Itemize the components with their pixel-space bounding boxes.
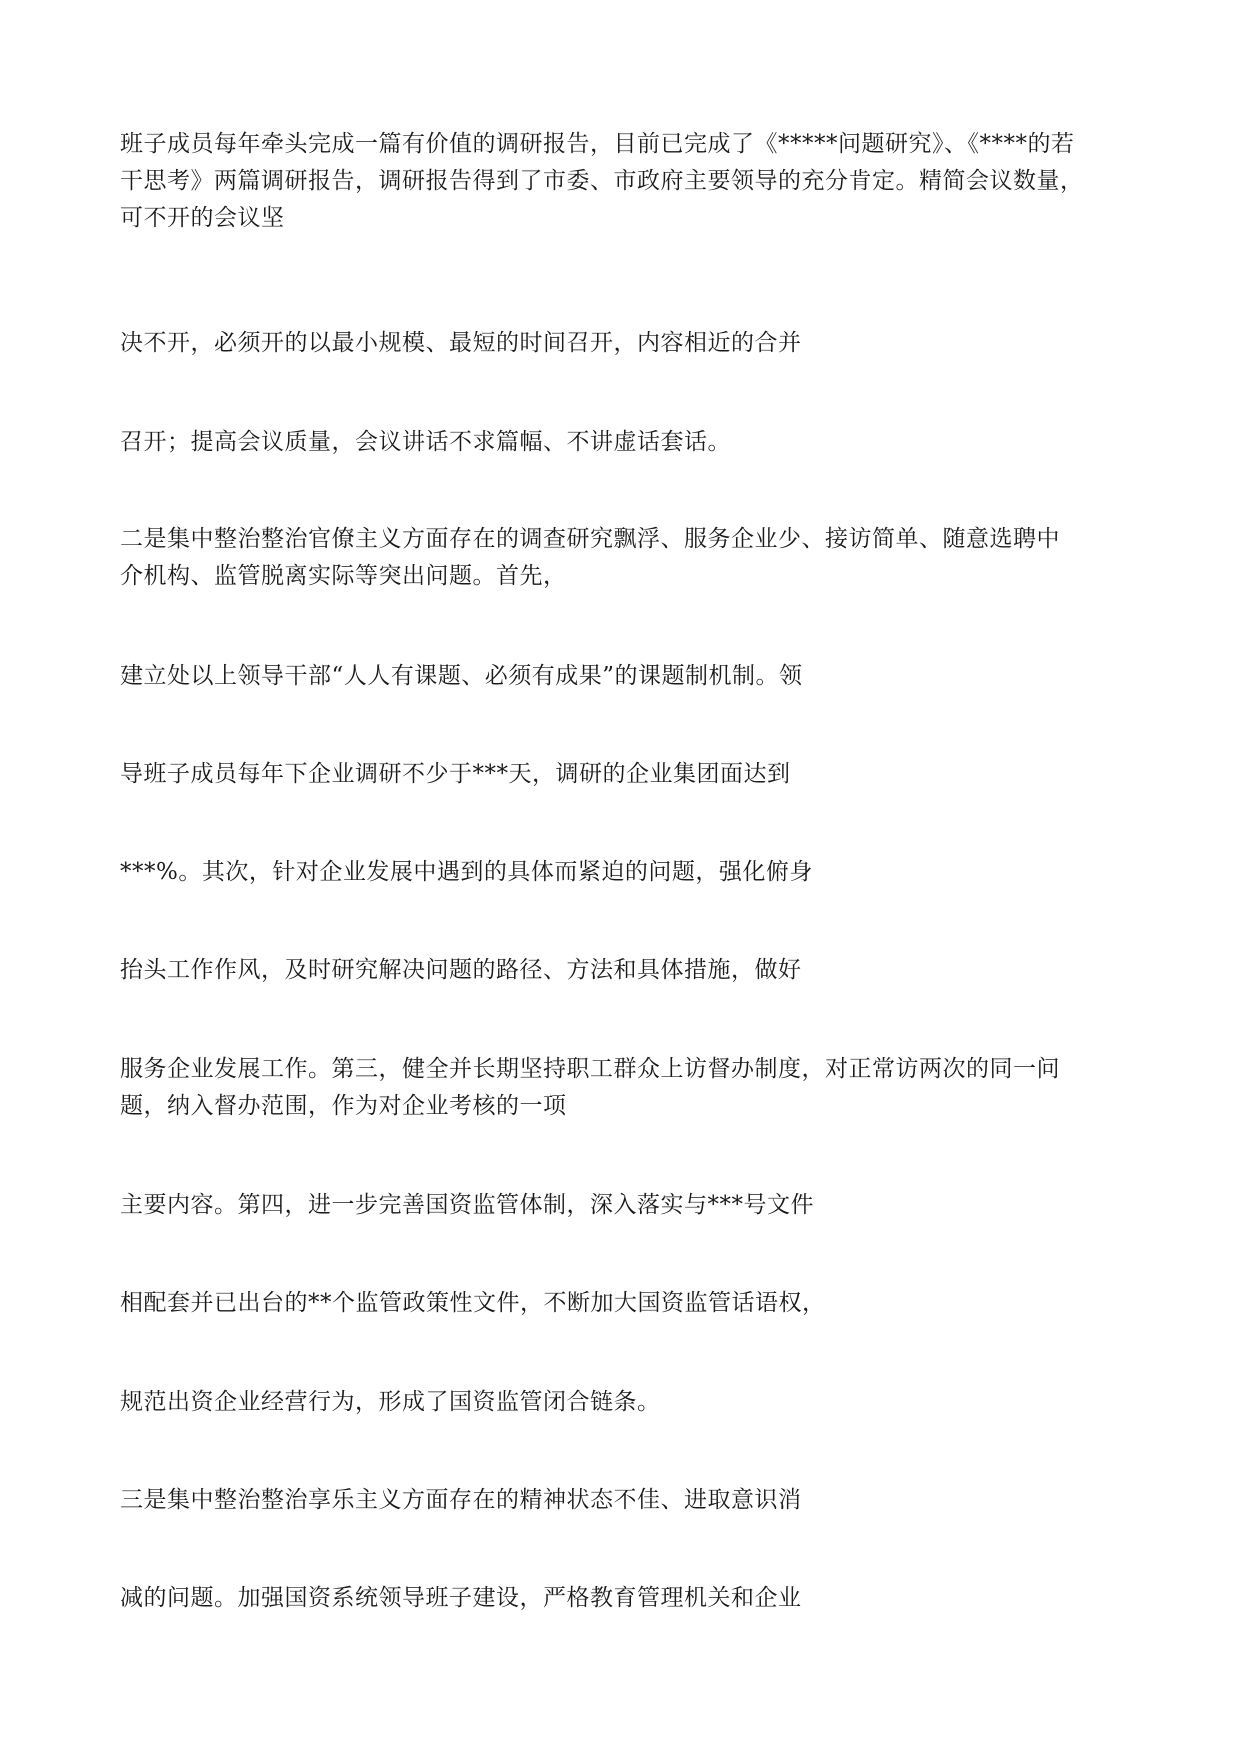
paragraph-14: [120, 1580, 1130, 1617]
paragraph-11: [120, 1285, 1130, 1322]
paragraph-12: [120, 1384, 1130, 1421]
paragraph-6: [120, 756, 1130, 793]
paragraph-13: [120, 1482, 1130, 1519]
text-line: 二是集中整治整治官僚主义方面存在的调查研究飘浮、服务企业少、接访简单、随意选聘中: [120, 526, 1060, 552]
text-line: 抬头工作作风，及时研究解决问题的路径、方法和具体措施，做好: [120, 957, 802, 983]
text-line: 相配套并已出台的**个监管政策性文件，不断加大国资监管话语权，: [120, 1290, 826, 1316]
paragraph-1: [120, 126, 1130, 237]
text-line: 介机构、监管脱离实际等突出问题。首先，: [120, 563, 567, 589]
text-line: ***%。其次，针对企业发展中遇到的具体而紧迫的问题，强化俯身: [120, 859, 813, 885]
text-line: 可不开的会议坚: [120, 205, 285, 231]
paragraph-8: [120, 952, 1130, 989]
text-line: 规范出资企业经营行为，形成了国资监管闭合链条。: [120, 1389, 661, 1415]
text-line: 服务企业发展工作。第三，健全并长期坚持职工群众上访督办制度，对正常访两次的同一问: [120, 1056, 1060, 1082]
paragraph-9: [120, 1051, 1130, 1125]
paragraph-5: [120, 658, 1130, 695]
text-line: 建立处以上领导干部“人人有课题、必须有成果”的课题制机制。领: [120, 663, 803, 689]
text-line: 召开；提高会议质量，会议讲话不求篇幅、不讲虚话套话。: [120, 429, 731, 455]
paragraph-4: [120, 521, 1130, 595]
paragraph-10: [120, 1187, 1130, 1224]
paragraph-2: [120, 325, 1130, 362]
text-line: 减的问题。加强国资系统领导班子建设，严格教育管理机关和企业: [120, 1585, 802, 1611]
text-line: 题，纳入督办范围，作为对企业考核的一项: [120, 1093, 567, 1119]
text-line: 主要内容。第四，进一步完善国资监管体制，深入落实与***号文件: [120, 1192, 814, 1218]
paragraph-7: [120, 854, 1130, 891]
paragraph-3: [120, 424, 1130, 461]
text-line: 导班子成员每年下企业调研不少于***天，调研的企业集团面达到: [120, 761, 791, 787]
text-line: 决不开，必须开的以最小规模、最短的时间召开，内容相近的合并: [120, 330, 802, 356]
text-line: 三是集中整治整治享乐主义方面存在的精神状态不佳、进取意识消: [120, 1487, 802, 1513]
text-line: 干思考》两篇调研报告，调研报告得到了市委、市政府主要领导的充分肯定。精简会议数量，: [120, 168, 1084, 194]
text-line: 班子成员每年牵头完成一篇有价值的调研报告，目前已完成了《*****问题研究》、《****的若: [120, 131, 1075, 157]
